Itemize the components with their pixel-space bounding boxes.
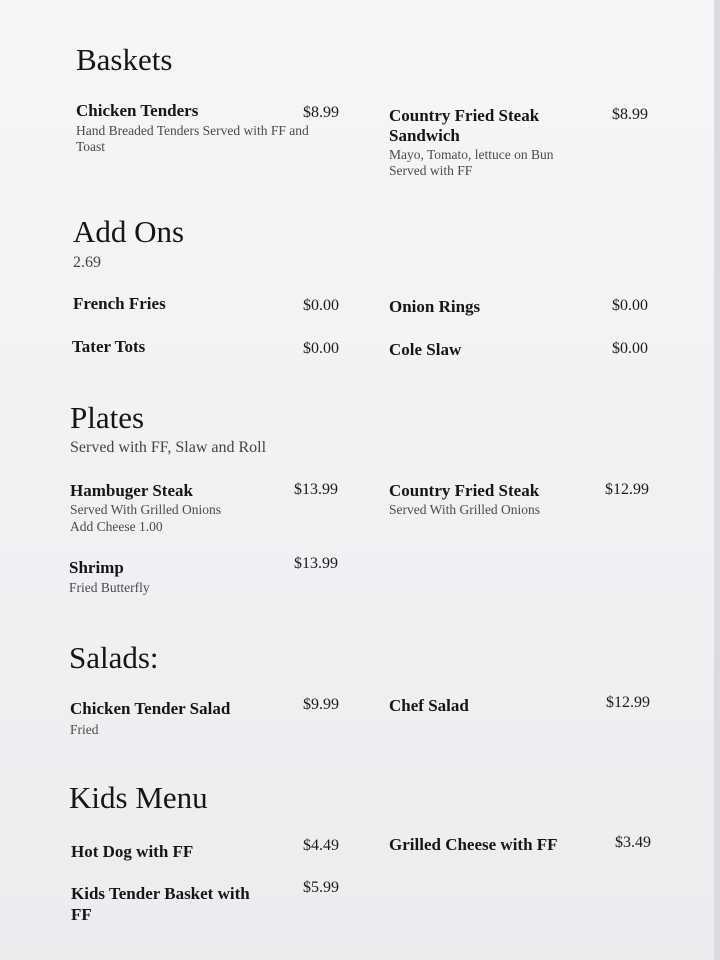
item-desc-country-fried-steak-1: Served With Grilled Onions [389, 502, 541, 517]
item-name-french-fries: French Fries [73, 294, 166, 313]
item-name-hamburger-steak: Hambuger Steak [70, 481, 193, 500]
item-desc-hamburger-steak-1: Served With Grilled Onions [70, 502, 222, 517]
item-desc-shrimp-1: Fried Butterfly [69, 580, 150, 595]
section-title-kids: Kids Menu [69, 780, 208, 815]
section-title-plates: Plates [70, 400, 145, 435]
page-edge [714, 0, 720, 960]
section-note-plates: Served with FF, Slaw and Roll [70, 439, 267, 456]
item-price-chicken-tenders: $8.99 [303, 104, 339, 121]
item-price-cole-slaw: $0.00 [612, 340, 648, 357]
item-name-country-fried-steak: Country Fried Steak [389, 481, 540, 500]
section-title-salads: Salads: [69, 640, 159, 675]
item-name-cfs-sandwich-2: Sandwich [389, 126, 460, 145]
section-title-addons: Add Ons [73, 214, 185, 249]
item-name-onion-rings: Onion Rings [389, 297, 481, 316]
item-price-cfs-sandwich: $8.99 [612, 106, 648, 123]
item-desc-hamburger-steak-2: Add Cheese 1.00 [70, 519, 163, 534]
item-price-hot-dog: $4.49 [303, 837, 339, 854]
item-desc-cfs-sandwich-1: Mayo, Tomato, lettuce on Bun [389, 147, 554, 162]
item-desc-chicken-tender-salad-1: Fried [70, 722, 99, 737]
item-name-hot-dog: Hot Dog with FF [71, 842, 194, 861]
item-price-kids-tender-basket: $5.99 [303, 879, 339, 896]
item-price-grilled-cheese: $3.49 [615, 834, 651, 851]
item-price-chef-salad: $12.99 [606, 694, 650, 711]
item-price-onion-rings: $0.00 [612, 297, 648, 314]
item-name-chicken-tenders: Chicken Tenders [76, 101, 199, 120]
item-name-chicken-tender-salad: Chicken Tender Salad [70, 699, 231, 718]
item-desc-chicken-tenders-2: Toast [76, 139, 106, 154]
item-price-shrimp: $13.99 [294, 555, 338, 572]
item-desc-cfs-sandwich-2: Served with FF [389, 163, 473, 178]
item-name-grilled-cheese: Grilled Cheese with FF [389, 835, 558, 854]
section-note-addons: 2.69 [73, 254, 101, 271]
item-name-chef-salad: Chef Salad [389, 696, 469, 715]
item-price-hamburger-steak: $13.99 [294, 481, 338, 498]
item-name-kids-tender-basket-2: FF [71, 905, 92, 924]
item-name-shrimp: Shrimp [69, 558, 124, 577]
item-name-cole-slaw: Cole Slaw [389, 340, 462, 359]
item-name-tater-tots: Tater Tots [72, 337, 146, 356]
item-desc-chicken-tenders-1: Hand Breaded Tenders Served with FF and [76, 123, 309, 138]
item-name-cfs-sandwich-1: Country Fried Steak [389, 106, 540, 125]
item-price-country-fried-steak: $12.99 [605, 481, 649, 498]
item-price-french-fries: $0.00 [303, 297, 339, 314]
item-price-tater-tots: $0.00 [303, 340, 339, 357]
item-name-kids-tender-basket-1: Kids Tender Basket with [71, 884, 250, 903]
item-price-chicken-tender-salad: $9.99 [303, 696, 339, 713]
section-title-baskets: Baskets [76, 42, 173, 77]
